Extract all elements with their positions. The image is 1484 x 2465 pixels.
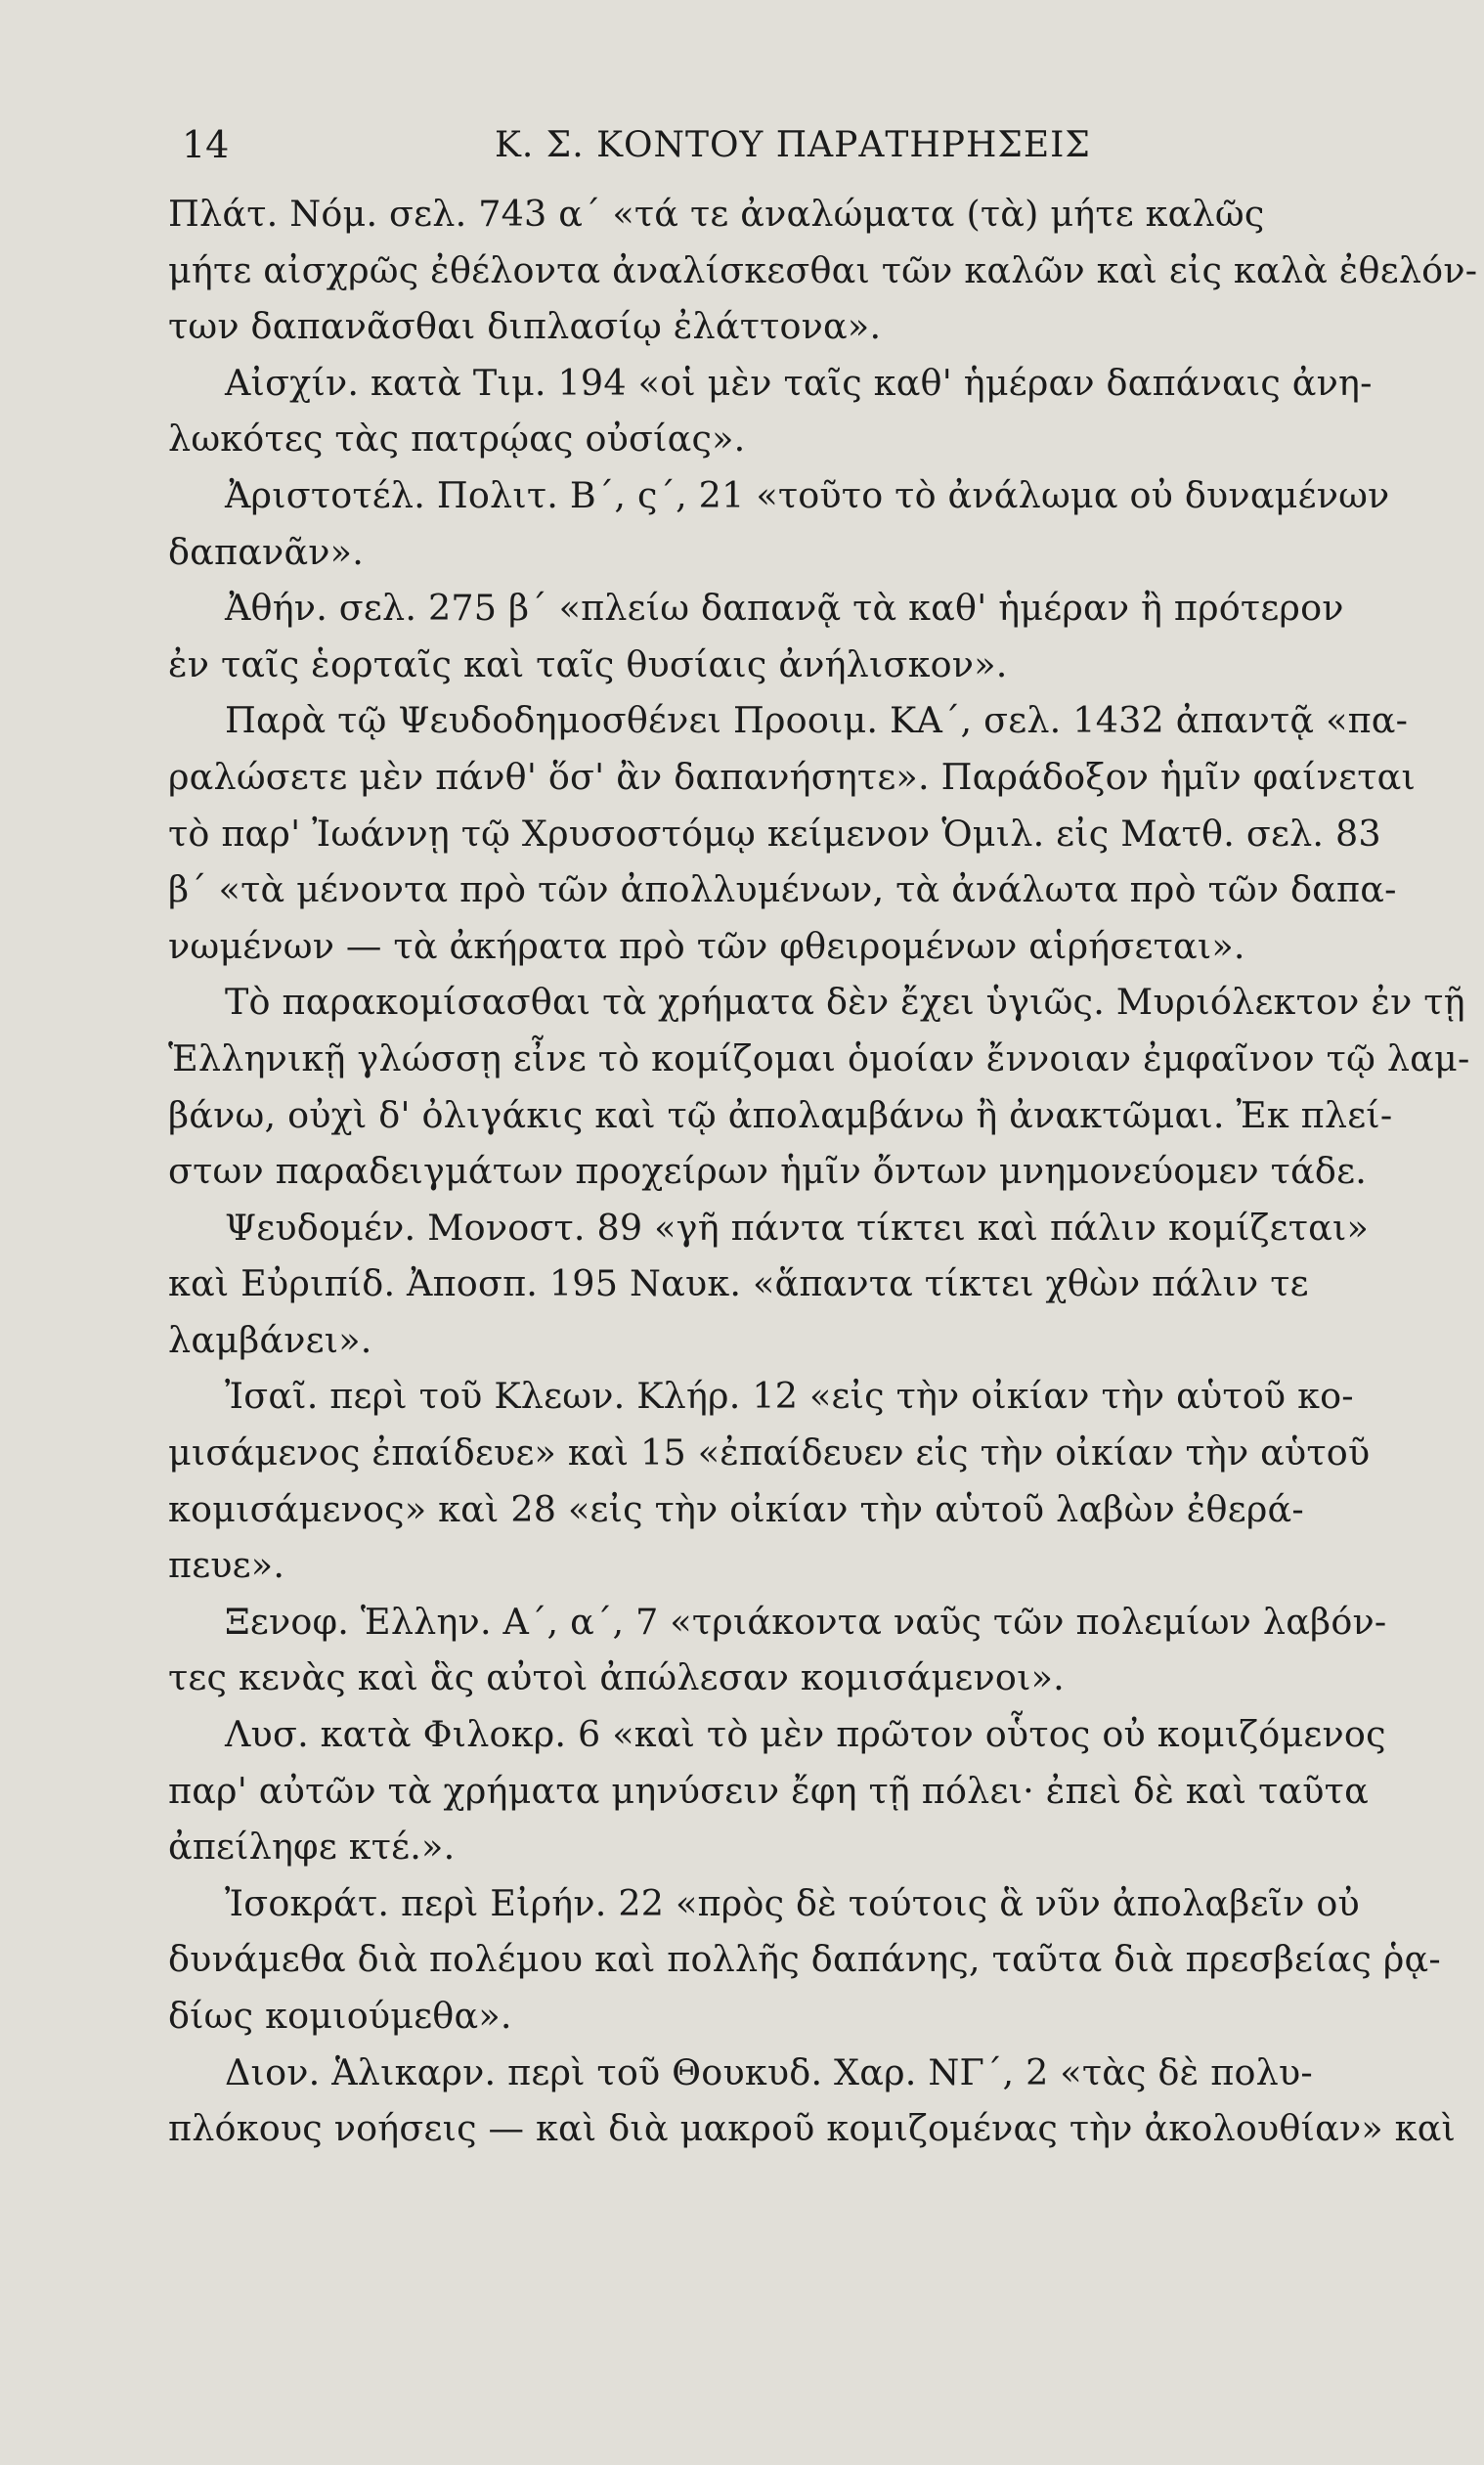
text-line: Ἰσοκράτ. περὶ Εἰρήν. 22 «πρὸς δὲ τούτοις ἃ νῦν ἀπολαβεῖν οὐ xyxy=(225,1881,1360,1924)
text-line: λαμβάνει». xyxy=(168,1318,372,1361)
text-line: τὸ παρ' Ἰωάννῃ τῷ Χρυσοστόμῳ κείμενον Ὁμιλ. εἰς Ματθ. σελ. 83 xyxy=(168,812,1381,855)
text-line: των δαπανᾶσθαι διπλασίῳ ἐλάττονα». xyxy=(168,305,882,348)
text-line: λωκότες τὰς πατρῴας οὐσίας». xyxy=(168,418,746,461)
text-line: Ἰσαῖ. περὶ τοῦ Κλεων. Κλήρ. 12 «εἰς τὴν οἰκίαν τὴν αὑτοῦ κο- xyxy=(225,1375,1354,1418)
text-line: παρ' αὐτῶν τὰ χρήματα μηνύσειν ἔφη τῇ πόλει· ἐπεὶ δὲ καὶ ταῦτα xyxy=(168,1769,1369,1812)
text-line: Διον. Ἁλικαρν. περὶ τοῦ Θουκυδ. Χαρ. ΝΓ΄, 2 «τὰς δὲ πολυ- xyxy=(225,2050,1313,2093)
text-line: Αἰσχίν. κατὰ Τιμ. 194 «οἱ μὲν ταῖς καθ' ἡμέραν δαπάναις ἀνη- xyxy=(225,361,1373,404)
text-line: Ἀριστοτέλ. Πολιτ. Β΄, ς΄, 21 «τοῦτο τὸ ἀνάλωμα οὐ δυναμένων xyxy=(225,473,1390,516)
text-line: πλόκους νοήσεις — καὶ διὰ μακροῦ κομιζομένας τὴν ἀκολουθίαν» καὶ xyxy=(168,2107,1457,2150)
text-line: νωμένων — τὰ ἀκήρατα πρὸ τῶν φθειρομένων αἱρήσεται». xyxy=(168,924,1245,967)
text-line: Τὸ παρακομίσασθαι τὰ χρήματα δὲν ἔχει ὑγιῶς. Μυριόλεκτον ἐν τῇ xyxy=(225,981,1465,1024)
text-line: μισάμενος ἐπαίδευε» καὶ 15 «ἐπαίδευεν εἰς τὴν οἰκίαν τὴν αὑτοῦ xyxy=(168,1431,1371,1475)
text-line: καὶ Εὐριπίδ. Ἀποσπ. 195 Ναυκ. «ἅπαντα τίκτει χθὼν πάλιν τε xyxy=(168,1262,1309,1305)
text-line: Πλάτ. Νόμ. σελ. 743 α΄ «τά τε ἀναλώματα (τὰ) μήτε καλῶς xyxy=(168,193,1265,235)
text-line: μήτε αἰσχρῶς ἐθέλοντα ἀναλίσκεσθαι τῶν καλῶν καὶ εἰς καλὰ ἐθελόν- xyxy=(168,248,1478,291)
text-line: Ἑλληνικῇ γλώσσῃ εἶνε τὸ κομίζομαι ὁμοίαν ἔννοιαν ἐμφαῖνον τῷ λαμ- xyxy=(168,1036,1470,1079)
text-line: Ξενοφ. Ἑλλην. Α΄, α΄, 7 «τριάκοντα ναῦς τῶν πολεμίων λαβόν- xyxy=(225,1600,1387,1643)
text-line: ραλώσετε μὲν πάνθ' ὅσ' ἂν δαπανήσητε». Παράδοξον ἡμῖν φαίνεται xyxy=(168,755,1417,798)
page-header xyxy=(182,115,1355,174)
text-line: τες κενὰς καὶ ἃς αὐτοὶ ἀπώλεσαν κομισάμενοι». xyxy=(168,1656,1065,1699)
text-line: στων παραδειγμάτων προχείρων ἡμῖν ὄντων μνημονεύομεν τάδε. xyxy=(168,1150,1367,1193)
body-text xyxy=(168,186,1478,2157)
text-line: ἀπείληφε κτέ.». xyxy=(168,1826,456,1869)
running-head: Κ. Σ. ΚΟΝΤΟΥ ΠΑΡΑΤΗΡΗΣΕΙΣ xyxy=(495,125,1091,165)
text-line: ἐν ταῖς ἑορταῖς καὶ ταῖς θυσίαις ἀνήλισκον». xyxy=(168,642,1008,685)
text-line: Λυσ. κατὰ Φιλοκρ. 6 «καὶ τὸ μὲν πρῶτον οὗτος οὐ κομιζόμενος xyxy=(225,1713,1386,1756)
text-line: Ἀθήν. σελ. 275 β΄ «πλείω δαπανᾷ τὰ καθ' ἡμέραν ἢ πρότερον xyxy=(225,587,1344,630)
text-line: δίως κομιούμεθα». xyxy=(168,1995,512,2037)
text-line: κομισάμενος» καὶ 28 «εἰς τὴν οἰκίαν τὴν αὑτοῦ λαβὼν ἐθερά- xyxy=(168,1487,1304,1530)
text-line: δυνάμεθα διὰ πολέμου καὶ πολλῆς δαπάνης, ταῦτα διὰ πρεσβείας ῥᾳ- xyxy=(168,1938,1441,1981)
text-line: Ψευδομέν. Μονοστ. 89 «γῆ πάντα τίκτει καὶ πάλιν κομίζεται» xyxy=(225,1206,1370,1249)
page-number: 14 xyxy=(182,123,230,166)
text-line: πευε». xyxy=(168,1544,285,1587)
text-line: β΄ «τὰ μένοντα πρὸ τῶν ἀπολλυμένων, τὰ ἀνάλωτα πρὸ τῶν δαπα- xyxy=(168,868,1397,911)
text-line: δαπανᾶν». xyxy=(168,530,365,573)
text-line: βάνω, οὐχὶ δ' ὀλιγάκις καὶ τῷ ἀπολαμβάνω ἢ ἀνακτῶμαι. Ἐκ πλεί- xyxy=(168,1093,1393,1136)
text-line: Παρὰ τῷ Ψευδοδημοσθένει Προοιμ. ΚΑ΄, σελ. 1432 ἀπαντᾷ «πα- xyxy=(225,699,1409,742)
